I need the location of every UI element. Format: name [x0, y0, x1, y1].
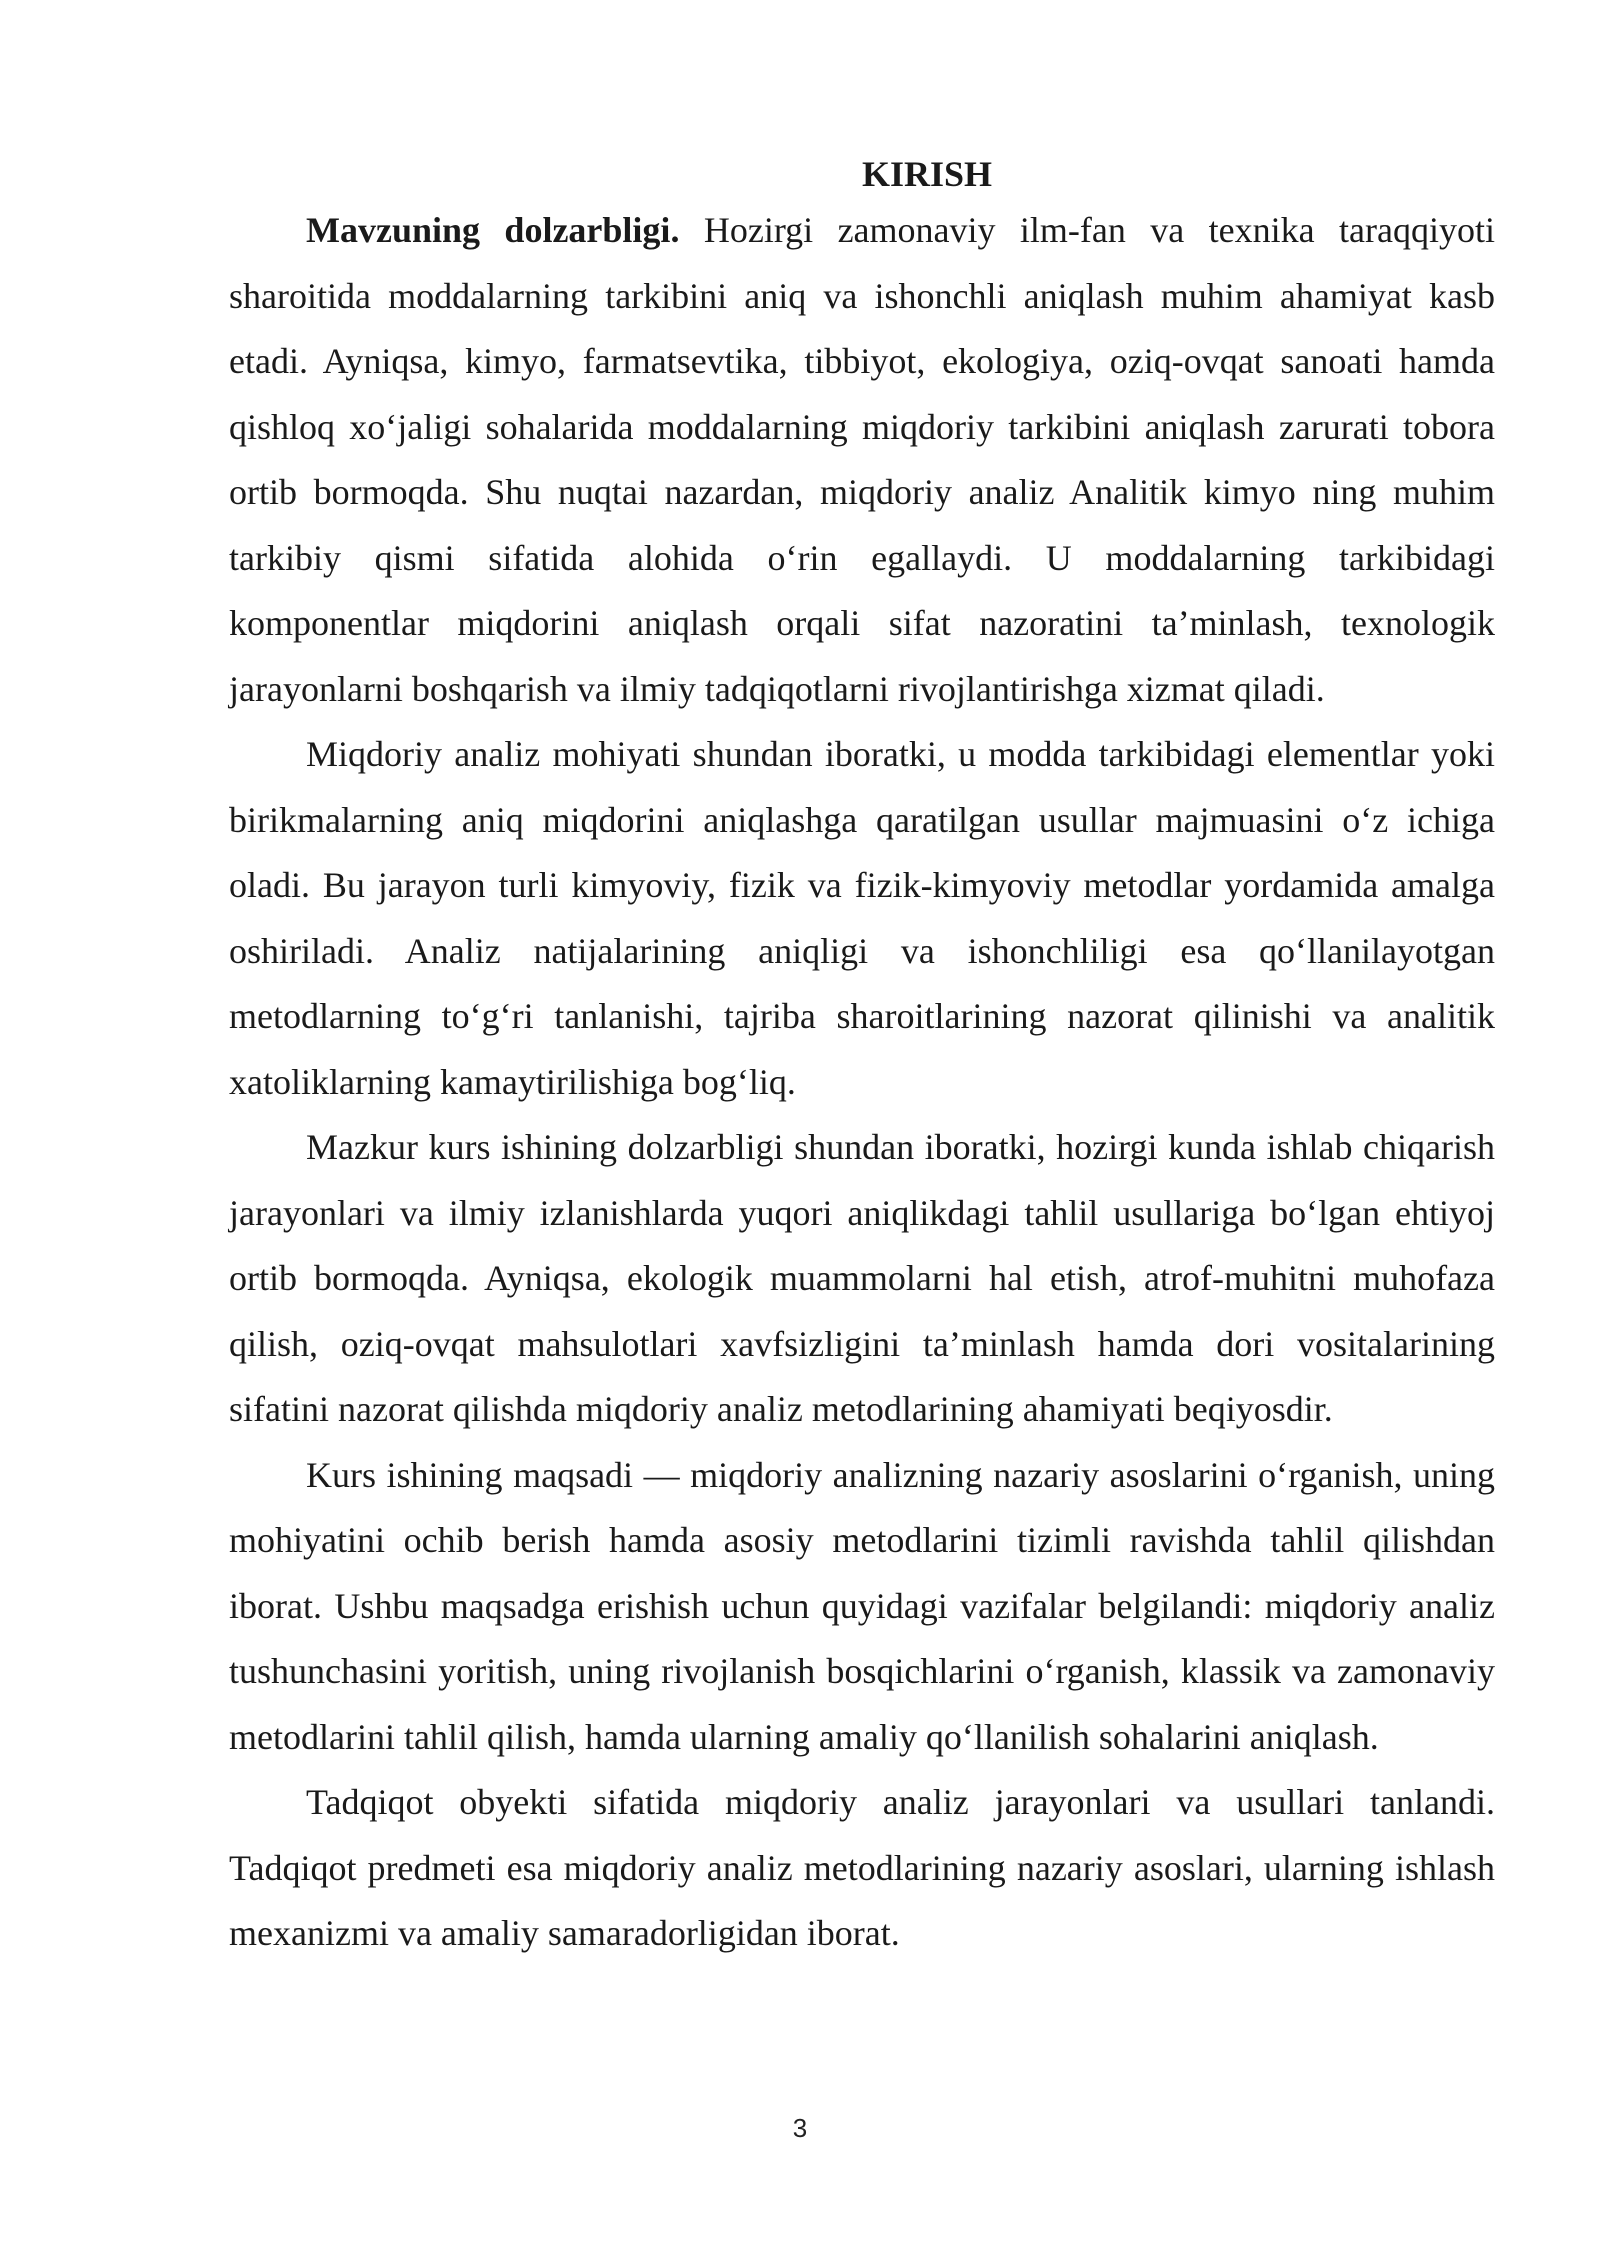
- page-number: 3: [792, 2113, 808, 2143]
- body-paragraph-3: Kurs ishining maqsadi — miqdoriy analizning nazariy asoslarini o‘rganish, uning mohiyatini ochib berish hamda asosiy metodlarini tizimli ravishda tahlil qilishdan iborat. Ushbu maqsadga erishish uchun quyidagi vazifalar belgilandi: miqdoriy analiz tushunchasini yoritish, uning rivojlanish bosqichlarini o‘rganish, klassik va zamonaviy metodlarini tahlil qilish, hamda ularning amaliy qo‘llanilish sohalarini aniqlash.: [229, 1454, 1495, 1757]
- intro-text: Hozirgi zamonaviy ilm-fan va texnika taraqqiyoti sharoitida moddalarning tarkibini aniq va ishonchli aniqlash muhim ahamiyat kasb etadi. Ayniqsa, kimyo, farmatsevtika, tibbiyot, ekologiya, oziq-ovqat sanoati hamda qishloq xo‘jaligi sohalarida moddalarning miqdoriy tarkibini aniqlash zarurati tobora ortib bormoqda. Shu nuqtai nazardan, miqdoriy analiz Analitik kimyo ning muhim tarkibiy qismi sifatida alohida o‘rin egallaydi. U moddalarning tarkibidagi komponentlar miqdorini aniqlash orqali sifat nazoratini ta’minlash, texnologik jarayonlarni boshqarish va ilmiy tadqiqotlarni rivojlantirishga xizmat qiladi.: [229, 210, 1495, 709]
- body-paragraph-2: Mazkur kurs ishining dolzarbligi shundan iboratki, hozirgi kunda ishlab chiqarish jarayonlari va ilmiy izlanishlarda yuqori aniqlikdagi tahlil usullariga bo‘lgan ehtiyoj ortib bormoqda. Ayniqsa, ekologik muammolarni hal etish, atrof-muhitni muhofaza qilish, oziq-ovqat mahsulotlari xavfsizligini ta’minlash hamda dori vositalarining sifatini nazorat qilishda miqdoriy analiz metodlarining ahamiyati beqiyosdir.: [229, 1127, 1495, 1429]
- intro-paragraph: [229, 198, 1495, 722]
- body-paragraph-4: Tadqiqot obyekti sifatida miqdoriy analiz jarayonlari va usullari tanlandi. Tadqiqot predmeti esa miqdoriy analiz metodlarining nazariy asoslari, ularning ishlash mexanizmi va amaliy samaradorligidan iborat.: [229, 1782, 1495, 1953]
- intro-bold-lead: Mavzuning dolzarbligi.: [306, 210, 680, 250]
- body-paragraph-1: Miqdoriy analiz mohiyati shundan iboratki, u modda tarkibidagi elementlar yoki birikmalarning aniq miqdorini aniqlashga qaratilgan usullar majmuasini o‘z ichiga oladi. Bu jarayon turli kimyoviy, fizik va fizik-kimyoviy metodlar yordamida amalga oshiriladi. Analiz natijalarining aniqligi va ishonchliligi esa qo‘llanilayotgan metodlarning to‘g‘ri tanlanishi, tajriba sharoitlarining nazorat qilinishi va analitik xatoliklarning kamaytirilishiga bog‘liq.: [229, 734, 1495, 1102]
- document-page: [229, 150, 1495, 1967]
- section-heading: KIRISH: [861, 154, 993, 194]
